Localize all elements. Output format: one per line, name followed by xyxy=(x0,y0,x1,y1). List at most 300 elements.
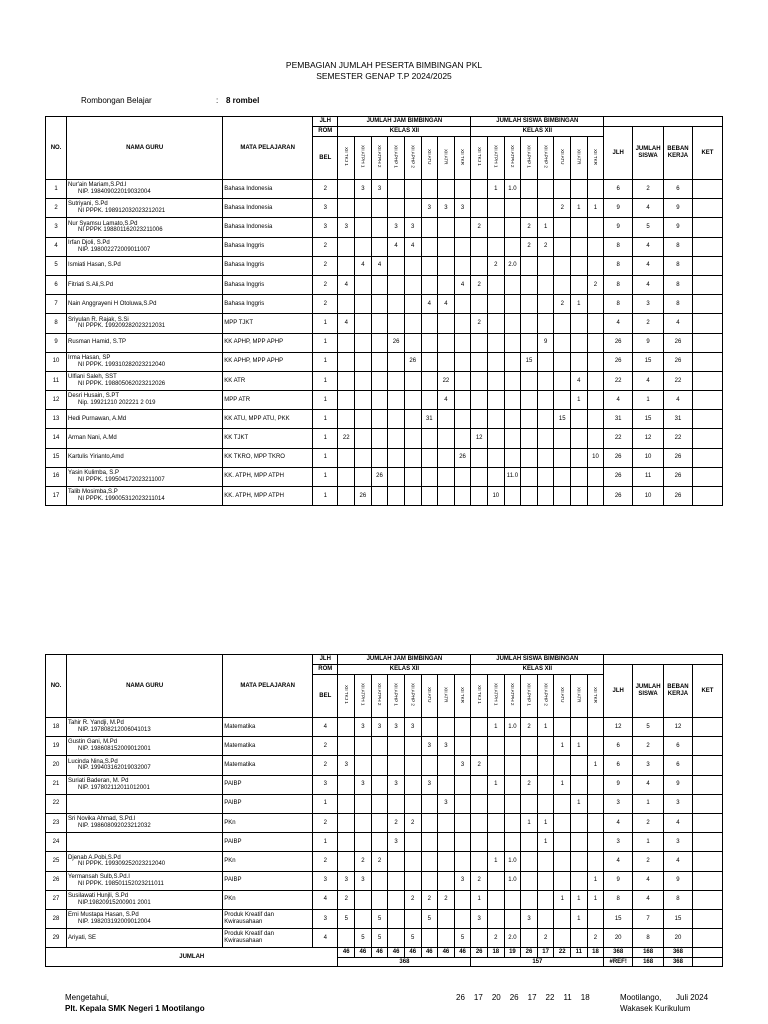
siswa-value xyxy=(537,256,554,275)
jumlah-siswa-value: 4 xyxy=(633,871,664,890)
class-header-label: XII ATU xyxy=(426,686,432,703)
beban-kerja-value: 4 xyxy=(664,314,693,333)
siswa-value: 1 xyxy=(488,718,505,737)
total-siswa: 11 xyxy=(571,948,588,958)
jam-value xyxy=(421,852,438,871)
jam-value xyxy=(355,909,372,928)
teacher-name: Sriyulan R. Rajak, S.Si xyxy=(68,316,129,323)
ref-jlh: #REF! xyxy=(604,958,633,967)
siswa-value xyxy=(571,180,588,199)
jumlah-siswa-value: 5 xyxy=(633,218,664,237)
rombel-count: 1 xyxy=(313,371,338,390)
siswa-value xyxy=(554,448,571,467)
subject: Bahasa Inggris xyxy=(223,256,313,275)
table-row xyxy=(46,487,723,506)
row-number: 11 xyxy=(46,371,67,390)
jumlah-siswa-value: 2 xyxy=(633,852,664,871)
teacher-name-cell xyxy=(67,467,223,486)
siswa-value xyxy=(488,218,505,237)
siswa-value xyxy=(587,256,604,275)
siswa-value xyxy=(521,256,538,275)
rombel-count: 1 xyxy=(313,833,338,852)
footer-number: 26 xyxy=(509,993,519,1002)
jumlah-siswa-value: 3 xyxy=(633,295,664,314)
jam-value xyxy=(404,737,421,756)
jam-value: 2 xyxy=(421,890,438,909)
jam-value xyxy=(404,295,421,314)
jumlah-siswa-value: 1 xyxy=(633,391,664,410)
teacher-name-cell xyxy=(67,199,223,218)
teacher-name-cell xyxy=(67,909,223,928)
table-row xyxy=(46,467,723,486)
siswa-value xyxy=(471,929,488,948)
teacher-name: Gustin Gani, M.Pd xyxy=(68,739,118,746)
teacher-name-cell xyxy=(67,890,223,909)
siswa-value xyxy=(537,391,554,410)
rombel-label: Rombongan Belajar xyxy=(81,96,152,105)
jam-value xyxy=(338,833,355,852)
jam-value xyxy=(421,275,438,294)
subject: Produk Kreatif dan Kwirausahaan xyxy=(223,909,313,928)
jam-value xyxy=(388,871,405,890)
teacher-name-cell xyxy=(67,429,223,448)
ket-value xyxy=(692,909,722,928)
siswa-value xyxy=(571,314,588,333)
jam-value xyxy=(421,929,438,948)
table-row xyxy=(46,314,723,333)
footer-numbers xyxy=(456,993,599,1002)
rombel-count: 1 xyxy=(313,429,338,448)
jam-value xyxy=(338,852,355,871)
jlh-value: 26 xyxy=(604,467,633,486)
siswa-value xyxy=(537,890,554,909)
header-no: NO. xyxy=(46,655,67,718)
class-header-label: XII ATU xyxy=(559,686,565,703)
jam-value xyxy=(438,448,455,467)
siswa-value: 1 xyxy=(537,718,554,737)
jam-value xyxy=(421,448,438,467)
subject: Bahasa Indonesia xyxy=(223,180,313,199)
siswa-value xyxy=(537,199,554,218)
table-page-1 xyxy=(45,116,723,506)
row-number: 21 xyxy=(46,775,67,794)
teacher-name: Ulfiani Saleh, SST xyxy=(68,374,117,381)
siswa-value: 2 xyxy=(471,314,488,333)
ket-value xyxy=(692,813,722,832)
jam-value xyxy=(371,391,388,410)
header-jam-group: JUMLAH JAM BIMBINGAN xyxy=(338,117,471,127)
jam-value xyxy=(421,467,438,486)
jumlah-siswa-value: 15 xyxy=(633,410,664,429)
jam-value xyxy=(404,467,421,486)
siswa-value: 2 xyxy=(554,199,571,218)
jam-value xyxy=(371,275,388,294)
class-header-label: XII ATU xyxy=(426,148,432,165)
total-siswa: 26 xyxy=(521,948,538,958)
jumlah-siswa-value: 2 xyxy=(633,813,664,832)
siswa-value xyxy=(554,718,571,737)
subject: PAIBP xyxy=(223,871,313,890)
jam-value xyxy=(371,333,388,352)
jlh-value: 4 xyxy=(604,813,633,832)
title-line-2: SEMESTER GENAP T.P 2024/2025 xyxy=(316,71,452,81)
siswa-value xyxy=(571,467,588,486)
class-header-label: XII ATR xyxy=(443,686,449,703)
table-row xyxy=(46,756,723,775)
siswa-value xyxy=(587,467,604,486)
subject: PAIBP xyxy=(223,794,313,813)
jam-value xyxy=(338,813,355,832)
jam-value: 4 xyxy=(421,295,438,314)
subject: PAIBP xyxy=(223,775,313,794)
siswa-value xyxy=(554,467,571,486)
jam-value xyxy=(388,256,405,275)
siswa-value: 2.0 xyxy=(504,929,521,948)
jumlah-siswa-value: 7 xyxy=(633,909,664,928)
teacher-nip: NI PPPK. 198501152023211011 xyxy=(78,880,164,887)
jam-value xyxy=(371,775,388,794)
siswa-value xyxy=(504,199,521,218)
siswa-value xyxy=(537,775,554,794)
teacher-name: Tahir R. Yandji, M.Pd xyxy=(68,720,124,727)
jam-value xyxy=(404,275,421,294)
jam-value xyxy=(404,333,421,352)
subject: Bahasa Inggris xyxy=(223,237,313,256)
jam-value xyxy=(404,391,421,410)
header-class-siswa xyxy=(537,675,554,718)
jam-value xyxy=(338,256,355,275)
footer-number: 20 xyxy=(491,993,501,1002)
footer-wakasek: Wakasek Kurikulum xyxy=(620,1004,691,1013)
jam-value xyxy=(404,429,421,448)
jam-value xyxy=(338,448,355,467)
siswa-value xyxy=(571,275,588,294)
jumlah-siswa-value: 8 xyxy=(633,929,664,948)
jam-value: 3 xyxy=(355,718,372,737)
jam-value xyxy=(421,487,438,506)
jam-value xyxy=(371,794,388,813)
table-row xyxy=(46,410,723,429)
header-class-siswa xyxy=(587,137,604,180)
total-siswa: 17 xyxy=(537,948,554,958)
jlh-value: 9 xyxy=(604,218,633,237)
teacher-name: Suriati Baderan, M. Pd xyxy=(68,777,129,784)
jlh-value: 8 xyxy=(604,890,633,909)
siswa-value: 1 xyxy=(488,180,505,199)
subject: MPP ATR xyxy=(223,391,313,410)
ket-value xyxy=(692,275,722,294)
beban-kerja-value: 3 xyxy=(664,833,693,852)
row-number: 22 xyxy=(46,794,67,813)
teacher-name-cell xyxy=(67,833,223,852)
jam-value xyxy=(338,333,355,352)
teacher-name: Fitriati S.Ali,S.Pd xyxy=(68,281,114,288)
jlh-value: 8 xyxy=(604,275,633,294)
total-ket xyxy=(692,948,722,958)
jam-value xyxy=(454,295,471,314)
jumlah-siswa-value: 3 xyxy=(633,756,664,775)
jam-value: 26 xyxy=(388,333,405,352)
jumlah-siswa-value: 10 xyxy=(633,448,664,467)
siswa-value xyxy=(471,352,488,371)
ket-value xyxy=(692,487,722,506)
jam-value xyxy=(388,199,405,218)
total-jam: 46 xyxy=(355,948,372,958)
table-row xyxy=(46,890,723,909)
jlh-value: 9 xyxy=(604,199,633,218)
jam-value xyxy=(454,391,471,410)
siswa-value: 1 xyxy=(587,756,604,775)
jumlah-siswa-value: 4 xyxy=(633,371,664,390)
jam-value xyxy=(404,833,421,852)
beban-kerja-value: 26 xyxy=(664,333,693,352)
jam-value xyxy=(355,467,372,486)
rombel-colon: : xyxy=(216,96,219,105)
ket-value xyxy=(692,467,722,486)
class-header-label: XII APHP 2 xyxy=(543,683,549,706)
jumlah-siswa-value: 2 xyxy=(633,314,664,333)
header-bel: BEL xyxy=(313,675,338,718)
jam-value xyxy=(404,410,421,429)
rombel-count: 2 xyxy=(313,295,338,314)
siswa-value: 12 xyxy=(471,429,488,448)
jam-value xyxy=(371,237,388,256)
siswa-value xyxy=(488,314,505,333)
header-row xyxy=(46,655,723,665)
subject: KK ATU, MPP ATU, PKK xyxy=(223,410,313,429)
jam-value xyxy=(338,352,355,371)
jam-value xyxy=(371,756,388,775)
ket-value xyxy=(692,429,722,448)
jam-value xyxy=(421,237,438,256)
row-number: 26 xyxy=(46,871,67,890)
siswa-value: 2 xyxy=(488,256,505,275)
jumlah-siswa-value: 2 xyxy=(633,180,664,199)
teacher-nip: NI PPPK 198801162023211006 xyxy=(78,227,163,234)
jam-value xyxy=(421,352,438,371)
siswa-value: 1 xyxy=(537,218,554,237)
teacher-name: Irfan Djoli, S.Pd xyxy=(68,239,110,246)
jam-value xyxy=(404,487,421,506)
siswa-value: 4 xyxy=(571,371,588,390)
siswa-value: 10 xyxy=(587,448,604,467)
siswa-value xyxy=(571,487,588,506)
siswa-value xyxy=(537,794,554,813)
jam-value: 3 xyxy=(338,756,355,775)
jlh-value: 3 xyxy=(604,794,633,813)
jam-value: 26 xyxy=(355,487,372,506)
teacher-nip: NI PPPK. 199209282023212031 xyxy=(78,323,166,330)
jam-value: 4 xyxy=(438,391,455,410)
teacher-name-cell xyxy=(67,448,223,467)
siswa-value xyxy=(521,448,538,467)
teacher-name: Djenab A.Pobi,S.Pd xyxy=(68,854,121,861)
jam-value xyxy=(438,487,455,506)
header-class-jam xyxy=(454,137,471,180)
jam-value: 3 xyxy=(454,756,471,775)
jam-value: 3 xyxy=(438,794,455,813)
teacher-nip: NIP. 199403162019032007 xyxy=(78,765,151,772)
teacher-nip: NI PPPK. 199310282023212040 xyxy=(78,361,166,368)
total-siswa: 19 xyxy=(504,948,521,958)
row-number: 18 xyxy=(46,718,67,737)
total-bk: 368 xyxy=(664,948,693,958)
jam-value xyxy=(388,467,405,486)
class-header-label: XII ATR xyxy=(443,148,449,165)
siswa-value xyxy=(554,756,571,775)
header-mapel: MATA PELAJARAN xyxy=(223,655,313,718)
jam-value: 2 xyxy=(438,890,455,909)
siswa-value xyxy=(587,410,604,429)
jam-value xyxy=(454,314,471,333)
jam-value: 2 xyxy=(371,852,388,871)
header-siswa-group: JUMLAH SISWA BIMBINGAN xyxy=(471,655,604,665)
header-class-jam xyxy=(454,675,471,718)
beban-kerja-value: 6 xyxy=(664,756,693,775)
jam-value: 3 xyxy=(355,180,372,199)
header-ket: KET xyxy=(692,665,722,718)
jlh-value: 3 xyxy=(604,833,633,852)
jam-value xyxy=(371,890,388,909)
siswa-value: 1 xyxy=(571,737,588,756)
jam-value xyxy=(371,429,388,448)
table-row xyxy=(46,275,723,294)
ket-value xyxy=(692,775,722,794)
total-siswa: 18 xyxy=(587,948,604,958)
siswa-value: 10 xyxy=(488,487,505,506)
jlh-value: 6 xyxy=(604,737,633,756)
teacher-name: Erni Mustapa Hasan, S.Pd xyxy=(68,912,139,919)
jlh-value: 9 xyxy=(604,871,633,890)
teacher-name: Nur Syamsu Lamato,S.Pd xyxy=(68,220,138,227)
jam-value xyxy=(355,794,372,813)
class-header-label: XII ATPH 1 xyxy=(493,683,499,706)
jam-value xyxy=(454,256,471,275)
teacher-name: Susilawati Hunjli, S.Pd xyxy=(68,892,129,899)
siswa-value: 1.0 xyxy=(504,180,521,199)
jam-value xyxy=(421,391,438,410)
siswa-value: 1 xyxy=(571,794,588,813)
siswa-value xyxy=(554,256,571,275)
class-header-label: XII TKR xyxy=(460,148,466,165)
siswa-value xyxy=(504,391,521,410)
siswa-value xyxy=(587,371,604,390)
header-no: NO. xyxy=(46,117,67,180)
header-jlh-col: JLH xyxy=(604,665,633,718)
siswa-value xyxy=(571,871,588,890)
jumlah-siswa-value: 1 xyxy=(633,794,664,813)
siswa-value xyxy=(554,429,571,448)
ket-value xyxy=(692,890,722,909)
siswa-value: 1 xyxy=(471,890,488,909)
jam-value xyxy=(338,180,355,199)
jam-value: 4 xyxy=(371,256,388,275)
jam-value: 3 xyxy=(404,218,421,237)
totals-label: JUMLAH xyxy=(46,948,338,967)
header-class-siswa xyxy=(471,137,488,180)
siswa-value xyxy=(571,448,588,467)
subject: PKn xyxy=(223,852,313,871)
siswa-value xyxy=(504,487,521,506)
teacher-name-cell xyxy=(67,256,223,275)
jam-value xyxy=(371,487,388,506)
header-nama: NAMA GURU xyxy=(67,655,223,718)
jam-value xyxy=(438,813,455,832)
jam-value xyxy=(338,410,355,429)
beban-kerja-value: 31 xyxy=(664,410,693,429)
siswa-value: 1 xyxy=(571,890,588,909)
table-row xyxy=(46,448,723,467)
siswa-value xyxy=(471,295,488,314)
teacher-name-cell xyxy=(67,794,223,813)
siswa-value: 2 xyxy=(554,295,571,314)
table-row xyxy=(46,333,723,352)
header-siswa-group: JUMLAH SISWA BIMBINGAN xyxy=(471,117,604,127)
jam-value xyxy=(438,467,455,486)
rombel-count: 1 xyxy=(313,352,338,371)
header-mapel: MATA PELAJARAN xyxy=(223,117,313,180)
rombel-count: 3 xyxy=(313,218,338,237)
table-row xyxy=(46,256,723,275)
jam-value xyxy=(388,487,405,506)
siswa-value xyxy=(488,871,505,890)
siswa-value xyxy=(488,352,505,371)
siswa-value xyxy=(554,218,571,237)
header-jumlah-siswa: JUMLAH SISWA xyxy=(633,127,664,180)
siswa-value xyxy=(554,794,571,813)
siswa-value xyxy=(488,737,505,756)
header-class-jam xyxy=(338,675,355,718)
beban-kerja-value: 22 xyxy=(664,429,693,448)
jam-value xyxy=(438,314,455,333)
siswa-value xyxy=(521,871,538,890)
ket-value xyxy=(692,218,722,237)
siswa-value xyxy=(488,333,505,352)
jam-value: 3 xyxy=(421,775,438,794)
header-bel: BEL xyxy=(313,137,338,180)
jam-value xyxy=(388,909,405,928)
teacher-name: Lucinda Nina,S.Pd xyxy=(68,758,118,765)
siswa-value xyxy=(587,333,604,352)
jam-value xyxy=(371,871,388,890)
header-class-siswa xyxy=(521,675,538,718)
teacher-nip: NI PPPK. 199309252023212040 xyxy=(78,861,166,868)
siswa-value xyxy=(537,429,554,448)
siswa-value xyxy=(471,180,488,199)
jam-value xyxy=(438,429,455,448)
jam-value: 4 xyxy=(454,275,471,294)
siswa-value: 1.0 xyxy=(504,852,521,871)
class-header-label: XII APHP 1 xyxy=(526,683,532,706)
ref-js: 168 xyxy=(633,958,664,967)
ket-value xyxy=(692,737,722,756)
jam-value: 4 xyxy=(404,237,421,256)
footer-number: 11 xyxy=(563,993,572,1002)
class-header-label: XII TKJ 1 xyxy=(343,685,349,704)
jam-value xyxy=(421,371,438,390)
jam-value xyxy=(421,429,438,448)
table-row xyxy=(46,852,723,871)
jam-value xyxy=(371,813,388,832)
jam-value xyxy=(371,737,388,756)
jam-value xyxy=(388,275,405,294)
jlh-value: 31 xyxy=(604,410,633,429)
teacher-name-cell xyxy=(67,487,223,506)
header-class-siswa xyxy=(554,137,571,180)
total-jam: 46 xyxy=(371,948,388,958)
jam-value: 5 xyxy=(338,909,355,928)
jumlah-siswa-value: 2 xyxy=(633,737,664,756)
